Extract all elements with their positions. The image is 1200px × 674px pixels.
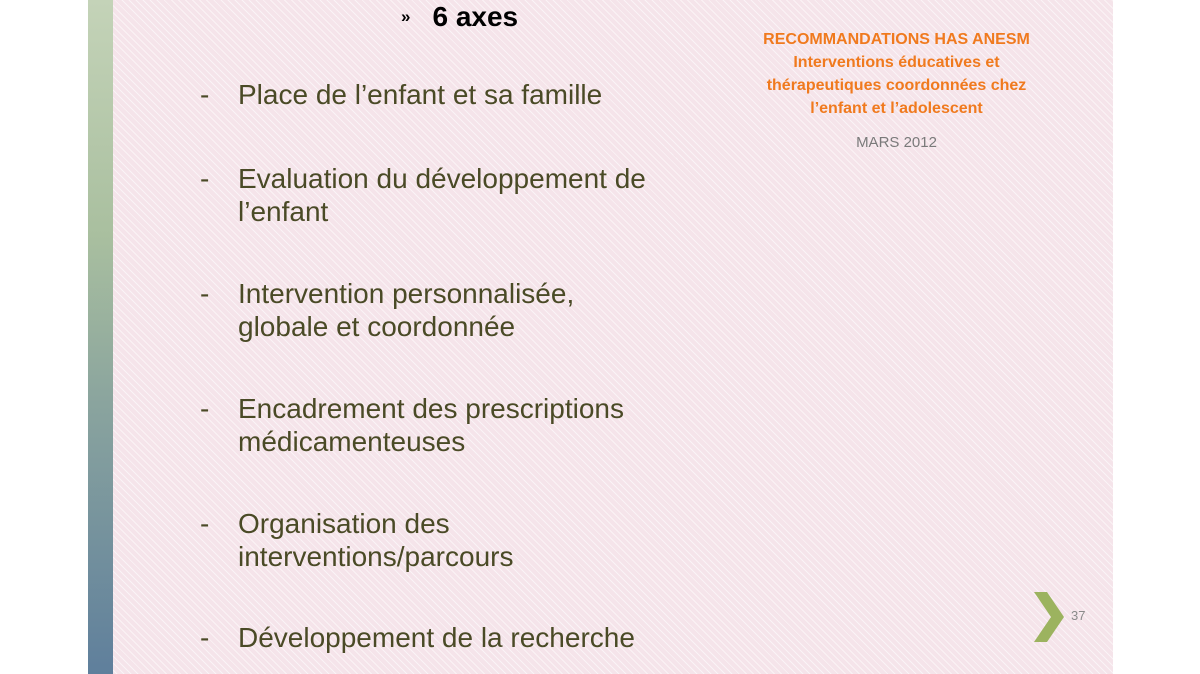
reference-title: RECOMMANDATIONS HAS ANESM [763, 31, 1030, 48]
list-dash: - [200, 163, 210, 194]
list-dash: - [200, 508, 210, 539]
slide-heading [401, 0, 518, 34]
list-dash: - [200, 393, 210, 424]
bullet-chevron-icon: » [401, 7, 411, 26]
list-item-recherche [200, 621, 718, 654]
page-title: 6 axes [432, 1, 519, 32]
list-item-evaluation [200, 162, 718, 228]
list-item-encadrement [200, 392, 718, 458]
reference-date: MARS 2012 [856, 134, 937, 151]
reference-line: Interventions éducatives et [793, 54, 1000, 71]
list-item-text: Place de l’enfant et sa famille [238, 79, 603, 110]
list-item-text: Encadrement des prescriptions médicamenteuses [238, 393, 624, 457]
slide [88, 0, 1113, 674]
list-item-intervention [200, 277, 658, 343]
reference-line: l’enfant et l’adolescent [810, 100, 983, 117]
list-item-organisation [200, 507, 578, 573]
decorative-side-bar [88, 0, 113, 674]
chevron-right-icon [1034, 592, 1064, 642]
list-dash: - [200, 278, 210, 309]
reference-line: thérapeutiques coordonnées chez [766, 77, 1027, 94]
list-dash: - [200, 79, 210, 110]
list-item-text: Intervention personnalisée, globale et coordonnée [238, 278, 575, 342]
list-dash: - [200, 622, 210, 653]
list-item-text: Développement de la recherche [238, 622, 635, 653]
list-item-text: Evaluation du développement de l’enfant [238, 163, 646, 227]
list-item-place-enfant [200, 78, 718, 111]
reference-block [744, 28, 1049, 120]
page-number: 37 [1071, 608, 1086, 623]
list-item-text: Organisation des interventions/parcours [238, 508, 514, 572]
